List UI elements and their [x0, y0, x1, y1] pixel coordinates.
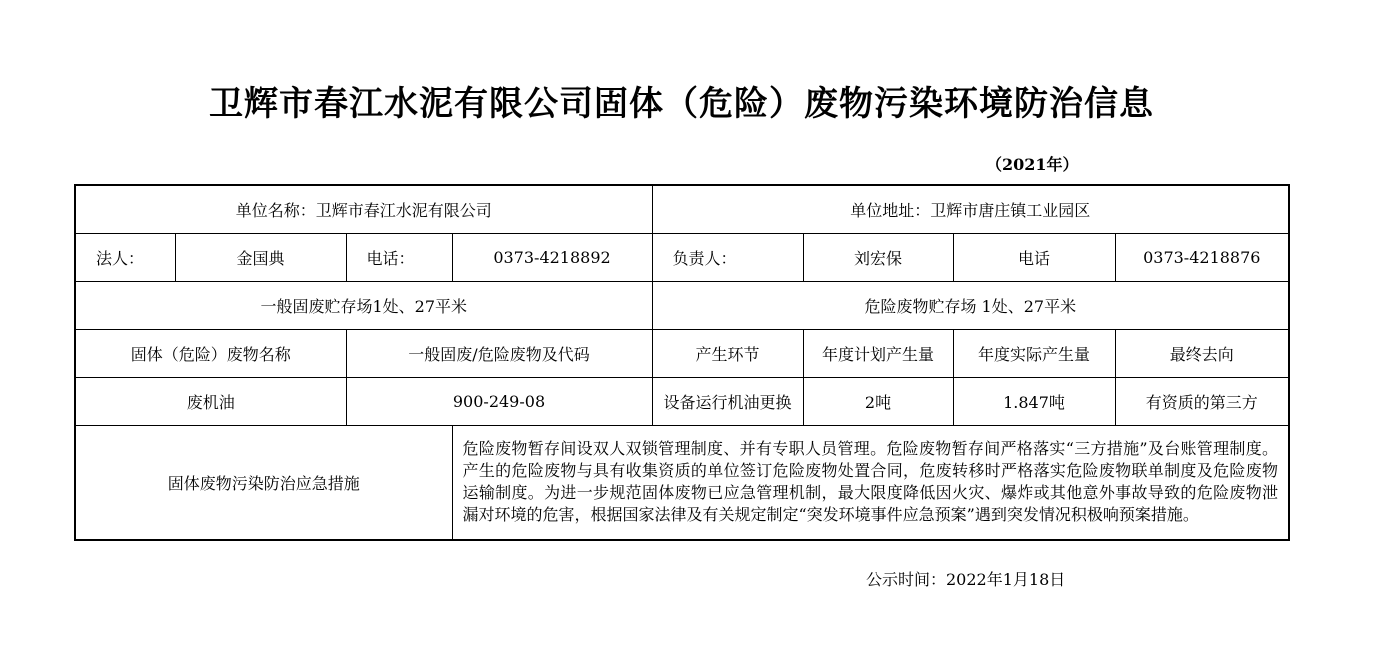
- phone2-value: 0373-4218876: [1115, 233, 1289, 281]
- unit-address-cell: 单位地址：卫辉市唐庄镇工业园区: [652, 185, 1289, 233]
- waste-name-cell: 废机油: [75, 377, 346, 425]
- waste-stage-cell: 设备运行机油更换: [652, 377, 803, 425]
- phone-value: 0373-4218892: [452, 233, 652, 281]
- phone-label: 电话：: [346, 233, 452, 281]
- table-row-unit: [75, 185, 1289, 233]
- waste-code-cell: 900-249-08: [346, 377, 652, 425]
- manager-value: 刘宏保: [803, 233, 953, 281]
- measures-label-cell: 固体废物污染防治应急措施: [75, 425, 452, 540]
- table-row-measures: [75, 425, 1289, 540]
- legal-label: 法人：: [75, 233, 175, 281]
- waste-actual-cell: 1.847吨: [953, 377, 1115, 425]
- general-storage-cell: 一般固废贮存场1处、27平米: [75, 281, 652, 329]
- header-stage: 产生环节: [652, 329, 803, 377]
- phone2-label: 电话: [953, 233, 1115, 281]
- table-row-waste: [75, 377, 1289, 425]
- header-planned: 年度计划产生量: [803, 329, 953, 377]
- page-title: 卫辉市春江水泥有限公司固体（危险）废物污染环境防治信息: [209, 84, 1154, 124]
- unit-name-cell: 单位名称：卫辉市春江水泥有限公司: [75, 185, 652, 233]
- header-destination: 最终去向: [1115, 329, 1289, 377]
- waste-destination-cell: 有资质的第三方: [1115, 377, 1289, 425]
- table-header-row: [75, 329, 1289, 377]
- publish-date: 公示时间：2022年1月18日: [866, 570, 1066, 589]
- waste-planned-cell: 2吨: [803, 377, 953, 425]
- info-table: [74, 184, 1290, 541]
- manager-label: 负责人：: [652, 233, 803, 281]
- table-row-storage: [75, 281, 1289, 329]
- legal-value: 金国典: [175, 233, 346, 281]
- header-actual: 年度实际产生量: [953, 329, 1115, 377]
- measures-text-cell: 危险废物暂存间设双人双锁管理制度、并有专职人员管理。危险废物暂存间严格落实“三方措施”及台账管理制度。产生的危险废物与具有收集资质的单位签订危险废物处置合同，危废转移时严格落实危险废物联单制度及危险废物运输制度。为进一步规范固体废物已应急管理机制，最大限度降低因火灾、爆炸或其他意外事故导致的危险废物泄漏对环境的危害，根据国家法律及有关规定制定“突发环境事件应急预案”遇到突发情况积极响预案措施。: [452, 425, 1289, 540]
- hazard-storage-cell: 危险废物贮存场 1处、27平米: [652, 281, 1289, 329]
- table-row-contacts: [75, 233, 1289, 281]
- header-waste-code: 一般固废/危险废物及代码: [346, 329, 652, 377]
- year-label: （2021年）: [986, 155, 1079, 174]
- header-waste-name: 固体（危险）废物名称: [75, 329, 346, 377]
